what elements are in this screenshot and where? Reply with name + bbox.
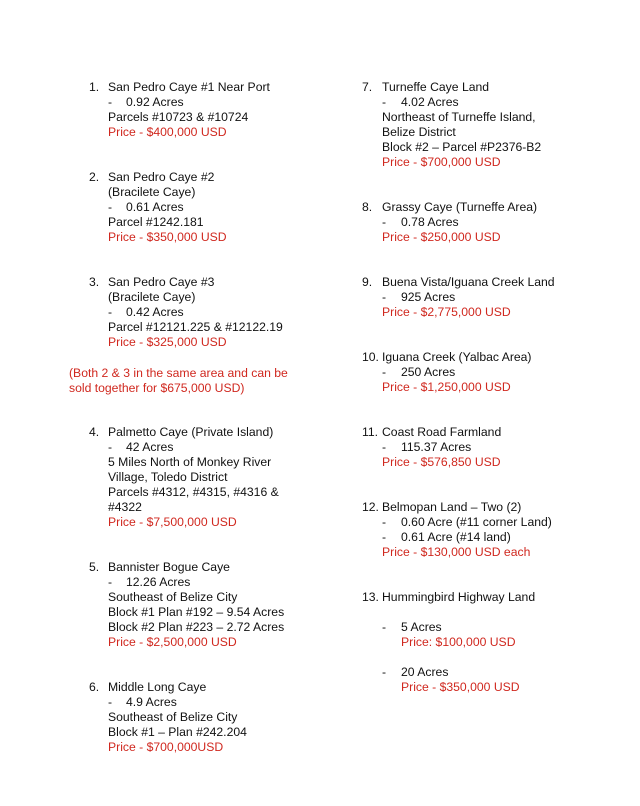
dash: - xyxy=(382,665,387,679)
listing-title: San Pedro Caye #3 xyxy=(108,275,215,289)
listing-title: Bannister Bogue Caye xyxy=(108,560,230,574)
location: Village, Toledo District xyxy=(108,470,228,484)
location: Southeast of Belize City xyxy=(108,590,238,604)
dash: - xyxy=(382,620,387,634)
listing-title: Palmetto Caye (Private Island) xyxy=(108,425,274,439)
dash: - xyxy=(108,95,113,109)
dash: - xyxy=(382,515,387,529)
list-number: 2. xyxy=(89,170,100,184)
location: Southeast of Belize City xyxy=(108,710,238,724)
list-number: 8. xyxy=(362,200,373,214)
dash: - xyxy=(382,365,387,379)
price: Price - $576,850 USD xyxy=(382,455,501,469)
block-info: Block #2 Plan #223 – 2.72 Acres xyxy=(108,620,285,634)
acreage: 12.26 Acres xyxy=(126,575,191,589)
listing-title: Iguana Creek (Yalbac Area) xyxy=(382,350,532,364)
acreage: 115.37 Acres xyxy=(401,440,472,454)
location: 5 Miles North of Monkey River xyxy=(108,455,272,469)
acreage: 42 Acres xyxy=(126,440,174,454)
listing-title: Middle Long Caye xyxy=(108,680,207,694)
dash: - xyxy=(108,200,113,214)
listing-title: Hummingbird Highway Land xyxy=(382,590,536,604)
list-number: 7. xyxy=(362,80,373,94)
acreage: 4.02 Acres xyxy=(401,95,459,109)
bundle-note: sold together for $675,000 USD) xyxy=(69,381,245,395)
listing-title: Belmopan Land – Two (2) xyxy=(382,500,522,514)
price: Price - $2,775,000 USD xyxy=(382,305,511,319)
listing-title: Coast Road Farmland xyxy=(382,425,502,439)
acreage: 0.92 Acres xyxy=(126,95,184,109)
location: Northeast of Turneffe Island, xyxy=(382,110,536,124)
bundle-note: (Both 2 & 3 in the same area and can be xyxy=(69,366,288,380)
acreage: 20 Acres xyxy=(401,665,449,679)
listing-subtitle: (Bracilete Caye) xyxy=(108,185,196,199)
list-number: 4. xyxy=(89,425,100,439)
price: Price - $350,000 USD xyxy=(108,230,227,244)
price: Price - $350,000 USD xyxy=(401,680,520,694)
price: Price - $130,000 USD each xyxy=(382,545,531,559)
acreage: 0.42 Acres xyxy=(126,305,184,319)
parcel-info: #4322 xyxy=(108,500,142,514)
parcel-info: Parcels #10723 & #10724 xyxy=(108,110,249,124)
dash: - xyxy=(108,305,113,319)
acreage: 0.60 Acre (#11 corner Land) xyxy=(401,515,552,529)
acreage: 0.61 Acre (#14 land) xyxy=(401,530,511,544)
list-number: 13. xyxy=(362,590,379,604)
price: Price - $700,000 USD xyxy=(382,155,501,169)
price: Price - $250,000 USD xyxy=(382,230,501,244)
listing-title: Buena Vista/Iguana Creek Land xyxy=(382,275,555,289)
list-number: 1. xyxy=(89,80,100,94)
list-number: 3. xyxy=(89,275,100,289)
price: Price - $1,250,000 USD xyxy=(382,380,511,394)
listing-title: San Pedro Caye #2 xyxy=(108,170,215,184)
parcel-info: Parcel #1242.181 xyxy=(108,215,204,229)
dash: - xyxy=(382,290,387,304)
price: Price - $700,000USD xyxy=(108,740,224,754)
list-number: 12. xyxy=(362,500,379,514)
list-number: 11. xyxy=(362,425,379,439)
dash: - xyxy=(382,530,387,544)
block-info: Block #1 Plan #192 – 9.54 Acres xyxy=(108,605,285,619)
list-number: 10. xyxy=(362,350,379,364)
price: Price - $325,000 USD xyxy=(108,335,227,349)
block-info: Block #1 – Plan #242.204 xyxy=(108,725,247,739)
dash: - xyxy=(108,440,113,454)
listing-title: Grassy Caye (Turneffe Area) xyxy=(382,200,538,214)
listing-subtitle: (Bracilete Caye) xyxy=(108,290,196,304)
list-number: 6. xyxy=(89,680,100,694)
listing-title: Turneffe Caye Land xyxy=(382,80,490,94)
acreage: 5 Acres xyxy=(401,620,442,634)
dash: - xyxy=(382,95,387,109)
parcel-info: Parcel #12121.225 & #12122.19 xyxy=(108,320,283,334)
price: Price - $2,500,000 USD xyxy=(108,635,237,649)
acreage: 250 Acres xyxy=(401,365,456,379)
listing-title: San Pedro Caye #1 Near Port xyxy=(108,80,270,94)
price: Price: $100,000 USD xyxy=(401,635,516,649)
dash: - xyxy=(382,440,387,454)
list-number: 9. xyxy=(362,275,373,289)
location: Belize District xyxy=(382,125,456,139)
dash: - xyxy=(108,575,113,589)
acreage: 0.61 Acres xyxy=(126,200,184,214)
dash: - xyxy=(382,215,387,229)
acreage: 0.78 Acres xyxy=(401,215,459,229)
parcel-info: Parcels #4312, #4315, #4316 & xyxy=(108,485,279,499)
acreage: 925 Acres xyxy=(401,290,456,304)
dash: - xyxy=(108,695,113,709)
list-number: 5. xyxy=(89,560,100,574)
price: Price - $400,000 USD xyxy=(108,125,227,139)
price: Price - $7,500,000 USD xyxy=(108,515,237,529)
acreage: 4.9 Acres xyxy=(126,695,177,709)
block-info: Block #2 – Parcel #P2376-B2 xyxy=(382,140,542,154)
